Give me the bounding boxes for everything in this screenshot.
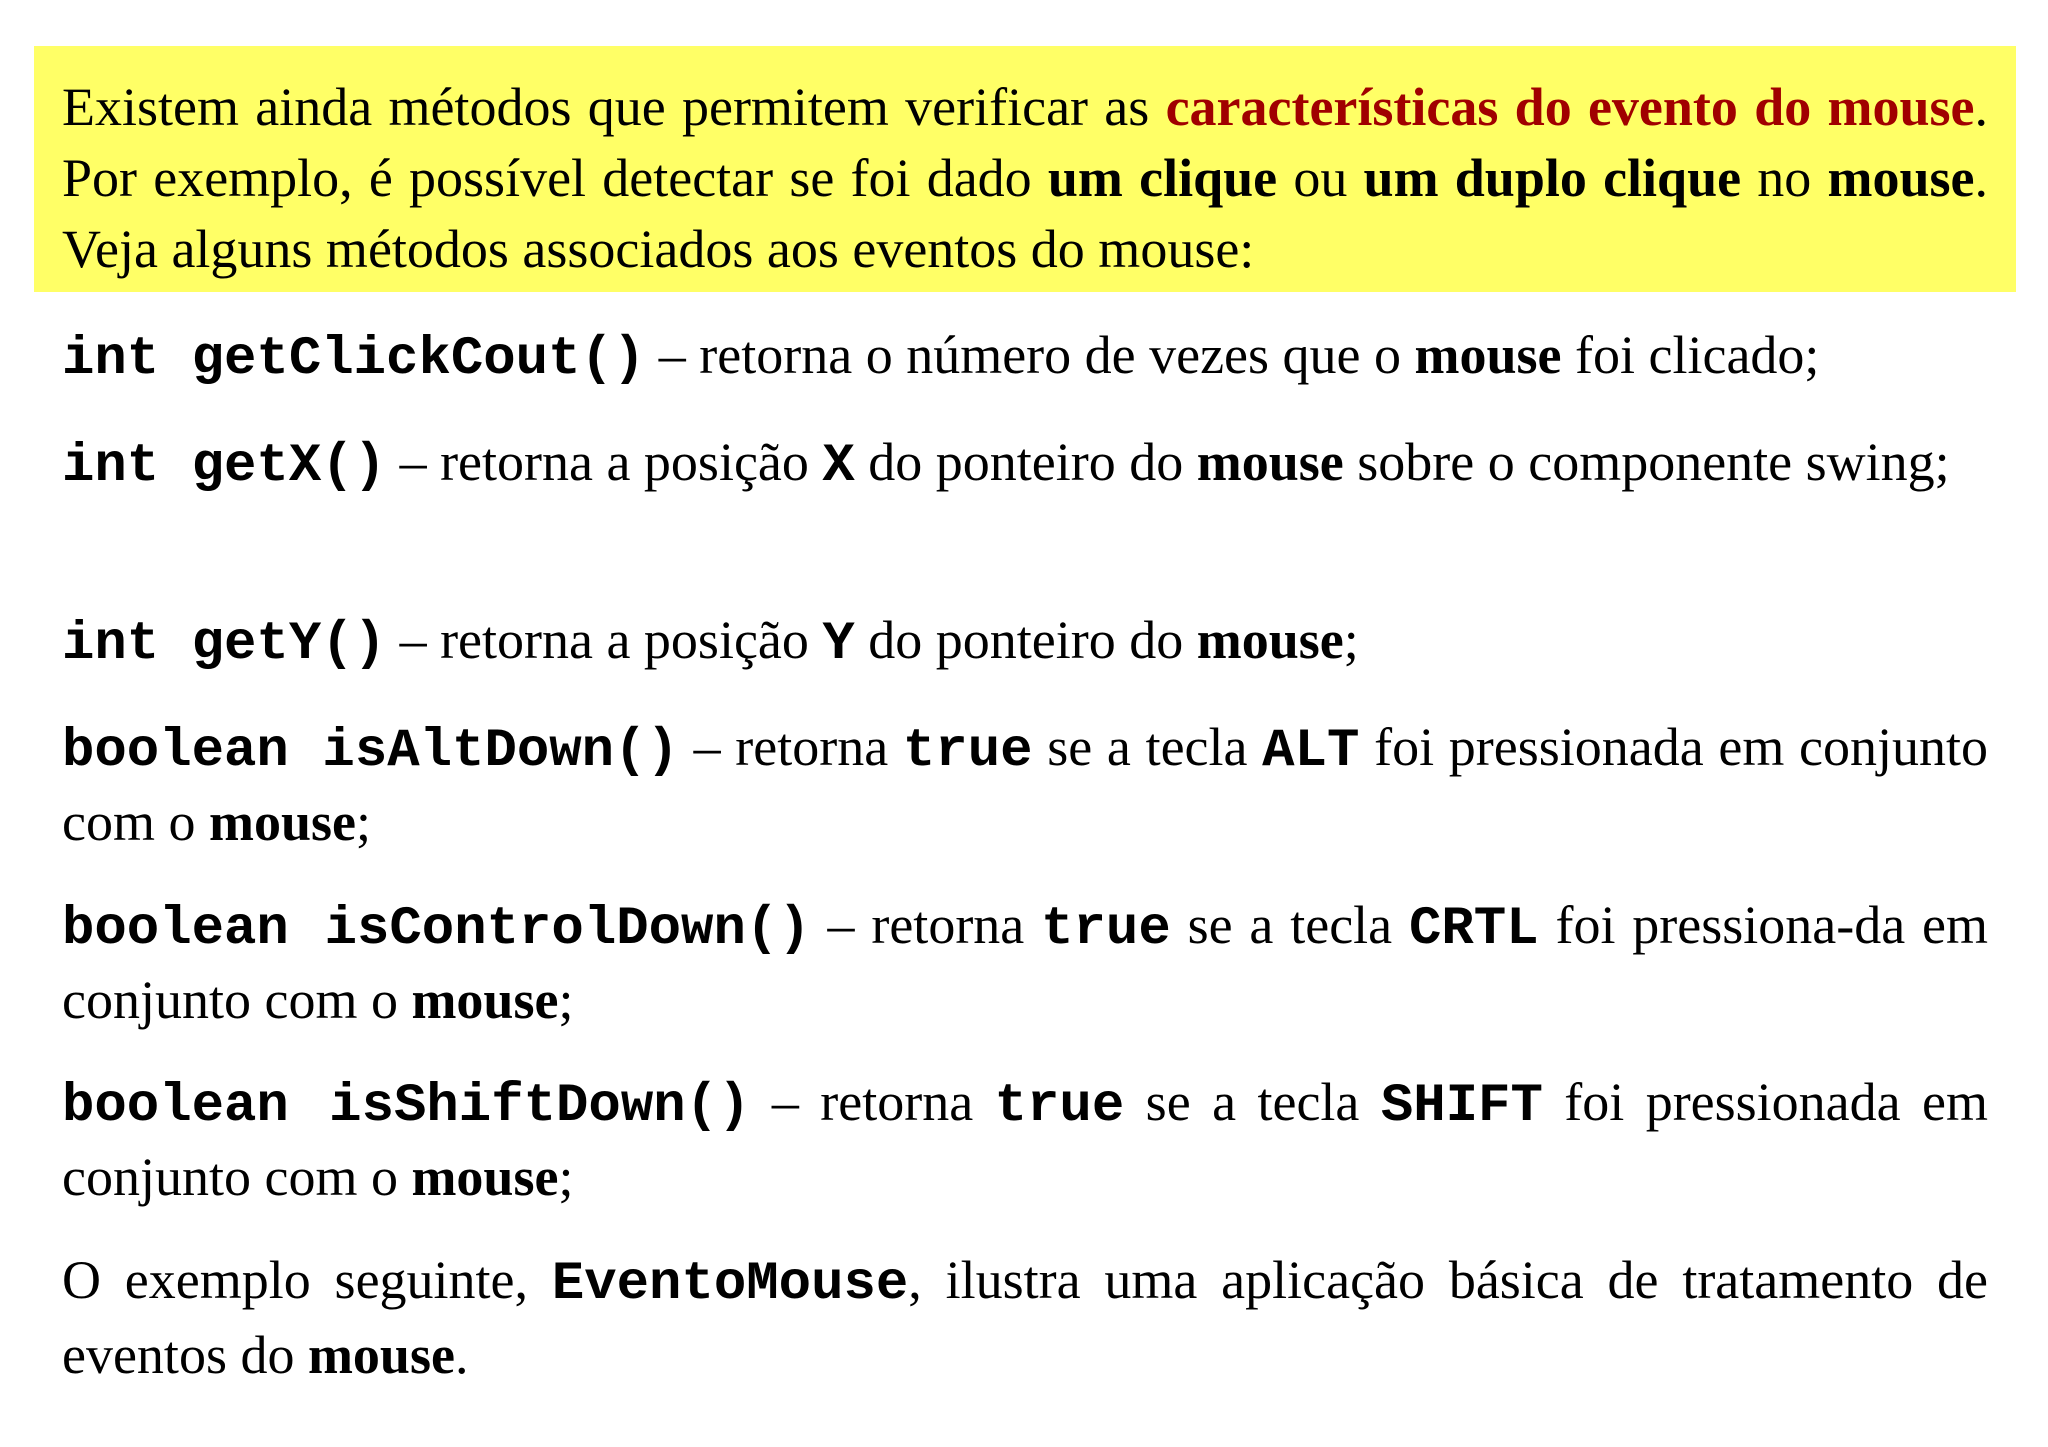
intro-text: . Veja alguns métodos associados aos eventos do mouse: <box>62 148 1989 279</box>
intro-bold: um duplo clique <box>1363 148 1742 208</box>
method-desc: se a tecla <box>1124 1072 1381 1132</box>
method-desc: ; <box>1343 610 1359 670</box>
method-get-click-count <box>62 320 1988 395</box>
method-bold: mouse <box>1414 325 1562 385</box>
method-bold: mouse <box>411 970 559 1030</box>
method-code: Y <box>822 614 855 675</box>
method-desc: ; <box>355 792 371 852</box>
method-signature: boolean isAltDown() <box>62 721 679 782</box>
method-desc: foi clicado; <box>1561 325 1820 385</box>
method-bold: mouse <box>1196 432 1344 492</box>
outro-bold: mouse <box>307 1325 455 1385</box>
method-get-x <box>62 427 1988 502</box>
method-desc: foi pressionada em conjunto com o <box>62 1072 1989 1207</box>
method-desc: se a tecla <box>1170 895 1409 955</box>
method-is-alt-down <box>62 712 1988 858</box>
method-bold: mouse <box>411 1147 559 1207</box>
method-desc: – retorna a posição <box>386 610 823 670</box>
method-bold: mouse <box>208 792 356 852</box>
method-code: true <box>994 1076 1125 1137</box>
method-desc: – retorna <box>678 717 903 777</box>
method-signature: boolean isShiftDown() <box>62 1076 751 1137</box>
intro-text: Existem ainda métodos que permitem verificar as <box>62 77 1166 137</box>
method-bold: mouse <box>1196 610 1344 670</box>
method-signature: int getY() <box>62 614 387 675</box>
intro-highlight-box <box>34 46 2016 292</box>
method-desc: ; <box>558 1147 574 1207</box>
method-desc: sobre o componente swing; <box>1343 432 1950 492</box>
method-desc: – retorna <box>750 1072 995 1132</box>
method-desc: – retorna <box>810 895 1042 955</box>
method-code: X <box>822 436 855 497</box>
method-code: true <box>1041 899 1171 960</box>
method-signature: int getX() <box>62 436 387 497</box>
method-code: CRTL <box>1409 899 1539 960</box>
outro-code: EventoMouse <box>551 1254 909 1315</box>
intro-text: ou <box>1277 148 1364 208</box>
method-desc: foi pressiona-da em conjunto com o <box>62 895 1989 1030</box>
method-is-control-down <box>62 890 1988 1036</box>
outro-text: . <box>454 1325 469 1385</box>
outro-text: O exemplo seguinte, <box>62 1250 552 1310</box>
method-desc: do ponteiro do <box>854 610 1197 670</box>
method-code: ALT <box>1262 721 1360 782</box>
method-signature: int getClickCout() <box>62 329 646 390</box>
method-signature: boolean isControlDown() <box>62 899 811 960</box>
intro-bold: mouse <box>1827 148 1975 208</box>
outro-paragraph <box>62 1245 1988 1391</box>
method-desc: – retorna o número de vezes que o <box>645 325 1415 385</box>
intro-text: no <box>1741 148 1828 208</box>
method-get-y <box>62 605 1988 680</box>
intro-red-phrase: características do evento do mouse <box>1165 77 1975 137</box>
outro-text: , ilustra uma aplicação básica de tratamento de eventos do <box>62 1250 1988 1385</box>
method-desc: ; <box>558 970 574 1030</box>
intro-text: . Por exemplo, é possível detectar se foi dado <box>62 77 1988 208</box>
method-desc: foi pressionada em conjunto com o <box>62 717 1989 852</box>
method-desc: – retorna a posição <box>386 432 823 492</box>
method-code: true <box>902 721 1033 782</box>
method-is-shift-down <box>62 1067 1988 1213</box>
method-desc: se a tecla <box>1032 717 1263 777</box>
intro-bold: um clique <box>1047 148 1278 208</box>
method-desc: do ponteiro do <box>854 432 1197 492</box>
method-code: SHIFT <box>1380 1076 1543 1137</box>
